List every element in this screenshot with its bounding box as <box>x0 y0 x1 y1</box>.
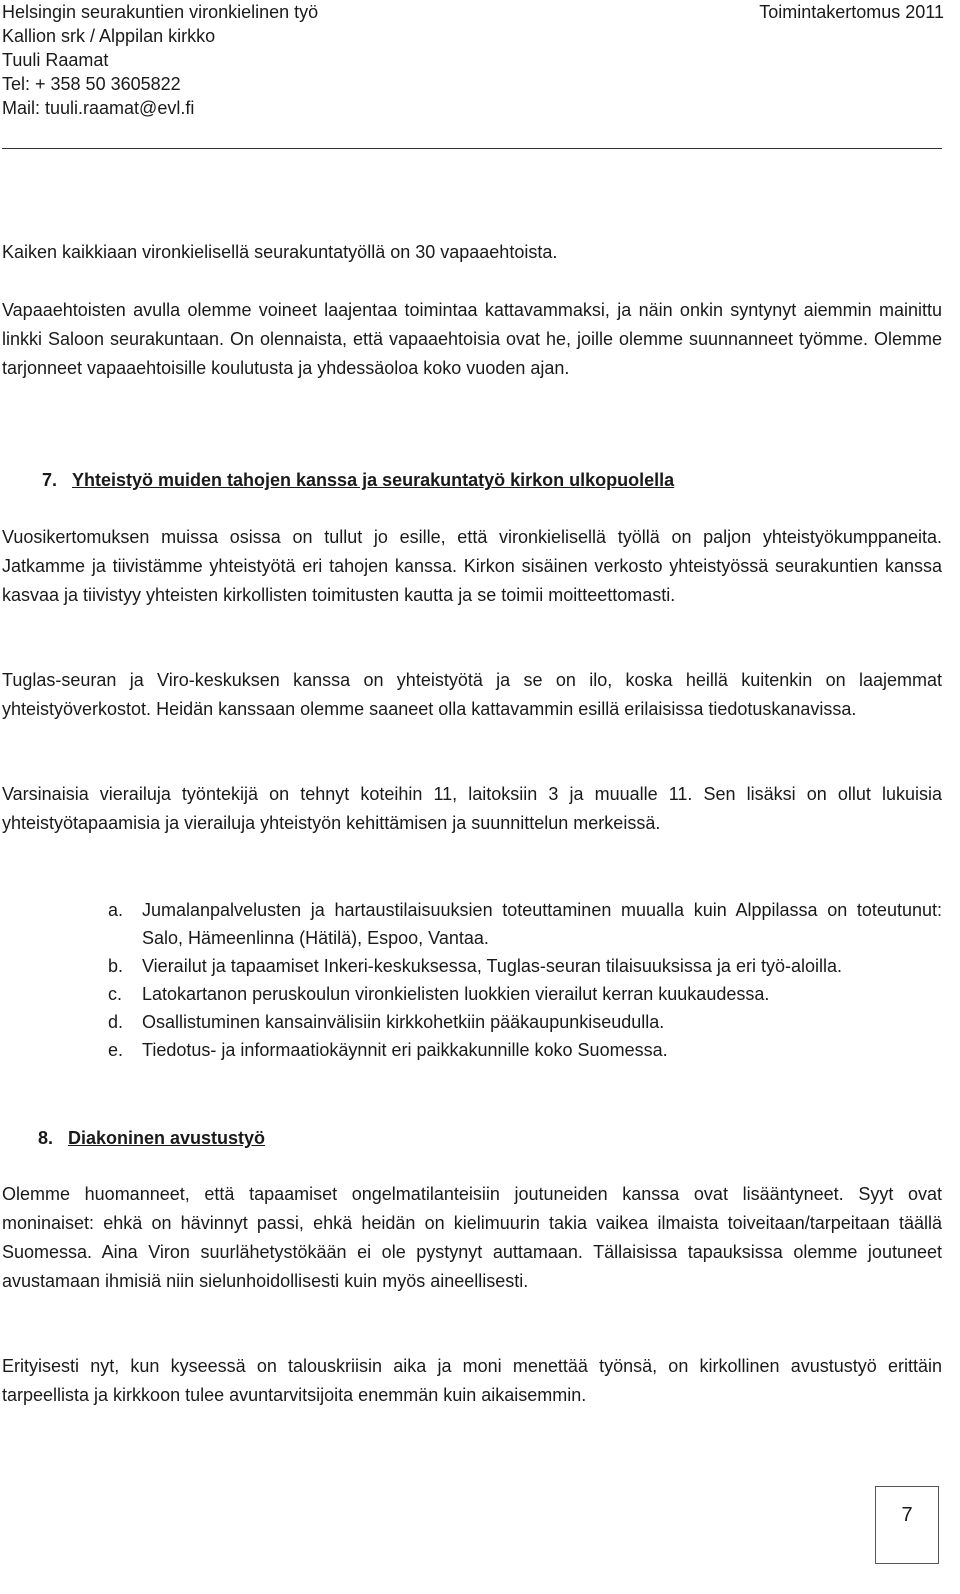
section-7-title: Yhteistyö muiden tahojen kanssa ja seurakuntatyö kirkon ulkopuolella <box>72 470 675 490</box>
section-8-number: 8. <box>38 1128 54 1148</box>
list-marker: e. <box>108 1040 124 1060</box>
header-mail: Mail: tuuli.raamat@evl.fi <box>2 98 195 118</box>
list-marker: a. <box>108 900 124 920</box>
list-marker: c. <box>108 984 123 1004</box>
page-number: 7 <box>901 1504 913 1526</box>
list-item <box>108 1036 942 1064</box>
header-person: Tuuli Raamat <box>2 50 109 70</box>
header-organization: Helsingin seurakuntien vironkielinen työ <box>2 2 319 22</box>
list-item-text: Vierailut ja tapaamiset Inkeri-keskuksessa, Tuglas-seuran tilaisuuksissa ja eri työ-aloilla. <box>142 956 842 976</box>
page-number-box <box>875 1486 939 1564</box>
header-divider <box>2 148 942 149</box>
list-marker: b. <box>108 956 124 976</box>
activity-list <box>108 896 942 1064</box>
list-item-text: Latokartanon peruskoulun vironkielisten luokkien vierailut kerran kuukaudessa. <box>142 984 770 1004</box>
header-report-title: Toimintakertomus 2011 <box>759 2 944 22</box>
paragraph-diaconia: Olemme huomanneet, että tapaamiset ongelmatilanteisiin joutuneiden kanssa ovat lisääntyneet. Syyt ovat moninaiset: ehkä on hävinnyt passi, ehkä heidän on kielimuurin takia vaikea ilmaista toiveitaan/tarpeitaan täällä Suomessa. Aina Viron suurlähetystökään ei ole pystynyt auttamaan. Tällaisissa tapauksissa olemme joutuneet avustamaan ihmisiä niin sielunhoidollisesti kuin myös aineellisesti. <box>2 1184 942 1291</box>
paragraph-crisis: Erityisesti nyt, kun kyseessä on talouskriisin aika ja moni menettää työnsä, on kirkollinen avustustyö erittäin tarpeellista ja kirkkoon tulee avuntarvitsijoita enemmän kuin aikaisemmin. <box>2 1356 942 1405</box>
list-item-text: Tiedotus- ja informaatiokäynnit eri paikkakunnille koko Suomessa. <box>142 1040 668 1060</box>
section-7-number: 7. <box>42 470 58 490</box>
paragraph-volunteers-count: Kaiken kaikkiaan vironkielisellä seurakuntatyöllä on 30 vapaaehtoista. <box>2 242 558 262</box>
header-phone: Tel: + 358 50 3605822 <box>2 74 181 94</box>
list-marker: d. <box>108 1012 124 1032</box>
paragraph-cooperation: Vuosikertomuksen muissa osissa on tullut jo esille, että vironkielisellä työllä on paljon yhteistyökumppaneita. Jatkamme ja tiivistämme yhteistyötä eri tahojen kanssa. Kirkon sisäinen verkosto yhteistyössä seurakuntien kanssa kasvaa ja tiivistyy yhteisten kirkollisten toimitusten kautta ja se toimii moitteettomasti. <box>2 527 942 605</box>
section-8-heading <box>38 1124 265 1153</box>
paragraph-volunteers: Vapaaehtoisten avulla olemme voineet laajentaa toimintaa kattavammaksi, ja näin onkin syntynyt aiemmin mainittu linkki Saloon seurakuntaan. On olennaista, että vapaaehtoisia ovat he, joille olemme suunnanneet työmme. Olemme tarjonneet vapaaehtoisille koulutusta ja yhdessäoloa koko vuoden ajan. <box>2 300 942 378</box>
section-8-title: Diakoninen avustustyö <box>68 1128 266 1148</box>
paragraph-tuglas: Tuglas-seuran ja Viro-keskuksen kanssa on yhteistyötä ja se on ilo, koska heillä kuitenkin on laajemmat yhteistyöverkostot. Heidän kanssaan olemme saaneet olla kattavammin esillä erilaisissa tiedotuskanavissa. <box>2 670 942 719</box>
list-item <box>108 896 942 952</box>
list-item <box>108 1008 942 1036</box>
list-item-text: Jumalanpalvelusten ja hartaustilaisuuksien toteuttaminen muualla kuin Alppilassa on toteutunut: Salo, Hämeenlinna (Hätilä), Espoo, Vantaa. <box>142 900 942 948</box>
list-item <box>108 980 942 1008</box>
list-item-text: Osallistuminen kansainvälisiin kirkkohetkiin pääkaupunkiseudulla. <box>142 1012 665 1032</box>
paragraph-visits: Varsinaisia vierailuja työntekijä on tehnyt koteihin 11, laitoksiin 3 ja muualle 11. Sen lisäksi on ollut lukuisia yhteistyötapaamisia ja vierailuja yhteistyön kehittämisen ja suunnittelun merkeissä. <box>2 784 942 833</box>
list-item <box>108 952 942 980</box>
section-7-heading <box>42 466 674 495</box>
page-header <box>2 0 944 120</box>
header-parish: Kallion srk / Alppilan kirkko <box>2 26 216 46</box>
